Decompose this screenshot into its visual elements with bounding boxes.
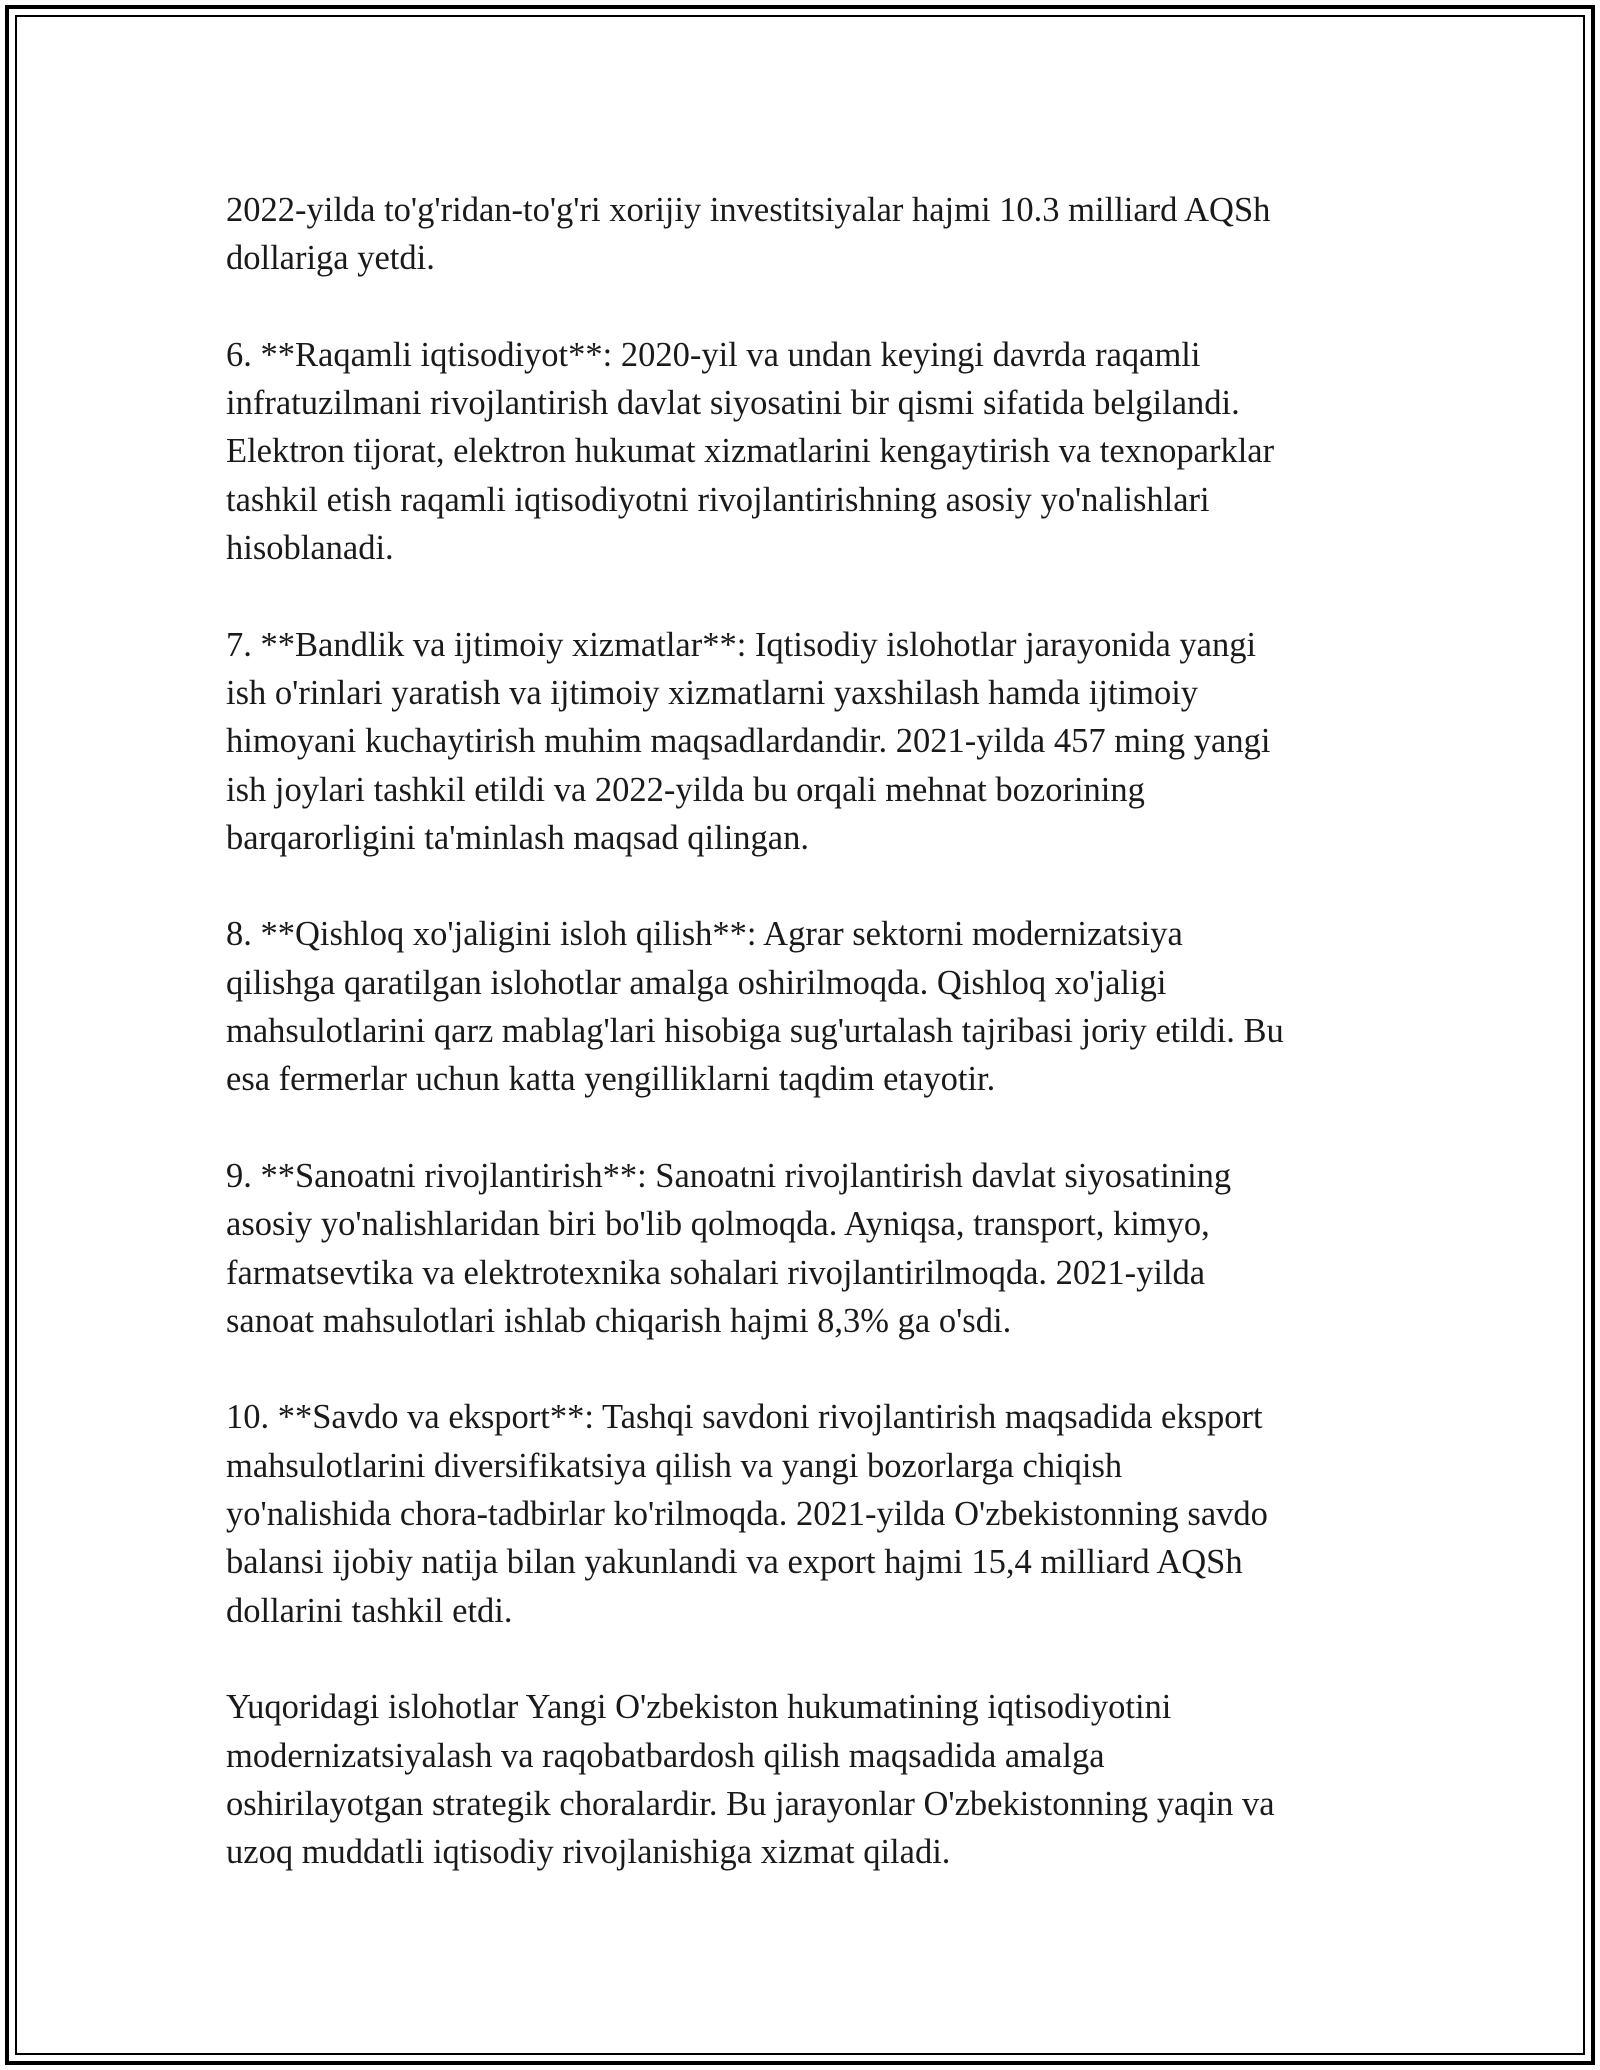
paragraph-industry-development: 9. **Sanoatni rivojlantirish**: Sanoatni rivojlantirish davlat siyosatining asosiy yo'nalishlaridan biri bo'lib qolmoqda. Ayniqsa, transport, kimyo, farmatsevtika va elektrotexnika sohalari rivojlantirilmoqda. 2021-yilda sanoat mahsulotlari ishlab chiqarish hajmi 8,3% ga o'sdi. xyxy=(226,1156,1232,1340)
paragraph-employment-social-services: 7. **Bandlik va ijtimoiy xizmatlar**: Iqtisodiy islohotlar jarayonida yangi ish o'rinlari yaratish va ijtimoiy xizmatlarni yaxshilash hamda ijtimoiy himoyani kuchaytirish muhim maqsadlardandir. 2021-yilda 457 ming yangi ish joylari tashkil etildi va 2022-yilda bu orqali mehnat bozorining barqarorligini ta'minlash maqsad qilingan. xyxy=(226,625,1271,857)
paragraph-trade-export: 10. **Savdo va eksport**: Tashqi savdoni rivojlantirish maqsadida eksport mahsulotlarini diversifikatsiya qilish va yangi bozorlarga chiqish yo'nalishida chora-tadbirlar ko'rilmoqda. 2021-yilda O'zbekistonning savdo balansi ijobiy natija bilan yakunlandi va export hajmi 15,4 milliard AQSh dollarini tashkil etdi. xyxy=(226,1398,1268,1630)
document-body xyxy=(226,186,1396,1876)
paragraph-agriculture-reform: 8. **Qishloq xo'jaligini isloh qilish**: Agrar sektorni modernizatsiya qilishga qaratilgan islohotlar amalga oshirilmoqda. Qishloq xo'jaligi mahsulotlarini qarz mablag'lari hisobiga sug'urtalash tajribasi joriy etildi. Bu esa fermerlar uchun katta yengilliklarni taqdim etayotir. xyxy=(226,915,1284,1099)
paragraph-fdi-continuation: 2022-yilda to'g'ridan-to'g'ri xorijiy investitsiyalar hajmi 10.3 milliard AQSh dollariga yetdi. xyxy=(226,191,1271,278)
paragraph-digital-economy: 6. **Raqamli iqtisodiyot**: 2020-yil va undan keyingi davrda raqamli infratuzilmani rivojlantirish davlat siyosatini bir qismi sifatida belgilandi. Elektron tijorat, elektron hukumat xizmatlarini kengaytirish va texnoparklar tashkil etish raqamli iqtisodiyotni rivojlantirishning asosiy yo'nalishlari hisoblanadi. xyxy=(226,335,1275,568)
paragraph-conclusion: Yuqoridagi islohotlar Yangi O'zbekiston hukumatining iqtisodiyotini modernizatsiyalash va raqobatbardosh qilish maqsadida amalga oshirilayotgan strategik choralardir. Bu jarayonlar O'zbekistonning yaqin va uzoq muddatli iqtisodiy rivojlanishiga xizmat qiladi. xyxy=(226,1688,1275,1872)
